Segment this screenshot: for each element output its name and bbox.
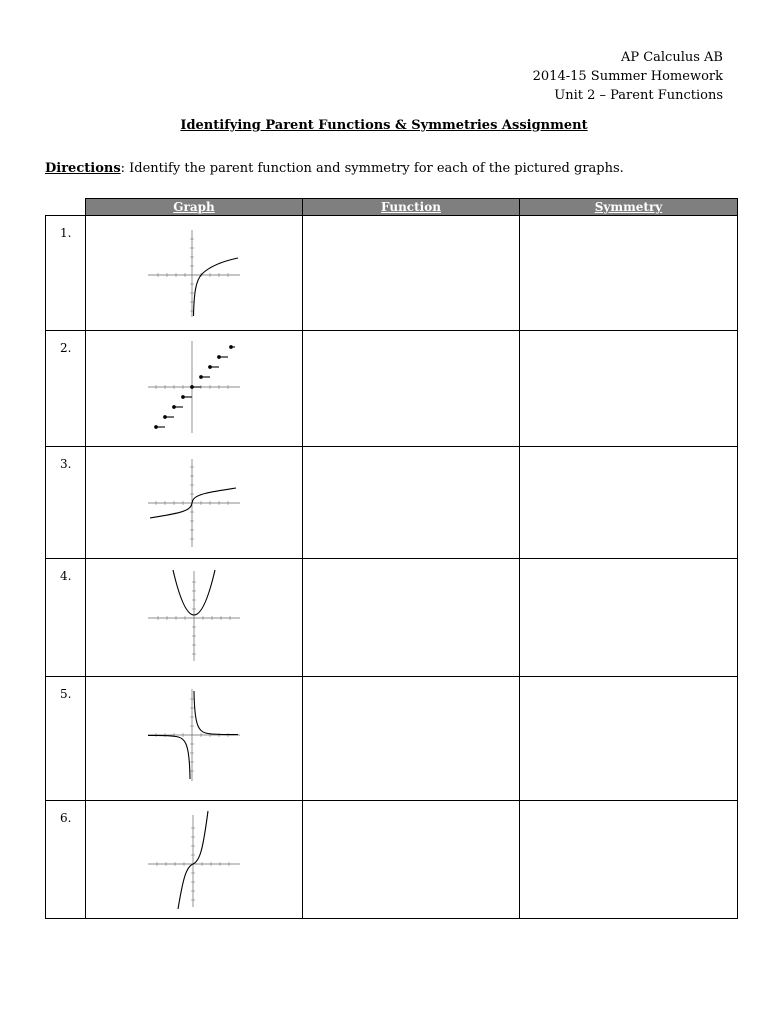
graph-cell — [86, 801, 303, 919]
graph-cell — [86, 331, 303, 447]
quadratic-graph-icon — [144, 565, 244, 665]
table-row — [46, 331, 738, 447]
graph-cell — [86, 559, 303, 677]
function-cell[interactable] — [303, 559, 520, 677]
logarithm-graph-icon — [144, 222, 244, 322]
symmetry-cell[interactable] — [520, 559, 738, 677]
course-name: AP Calculus AB — [620, 50, 723, 65]
graph-cell — [86, 216, 303, 331]
unit-name: Unit 2 – Parent Functions — [554, 88, 723, 103]
row-number: 2. — [46, 331, 86, 447]
directions — [45, 161, 624, 176]
cubic-graph-icon — [144, 807, 244, 911]
row-number: 5. — [46, 677, 86, 801]
table-row — [46, 801, 738, 919]
row-number: 1. — [46, 216, 86, 331]
directions-label: Directions — [45, 161, 121, 176]
directions-text: : Identify the parent function and symmetry for each of the pictured graphs. — [120, 161, 624, 176]
table-header-row — [46, 199, 738, 216]
symmetry-cell[interactable] — [520, 447, 738, 559]
table-row — [46, 216, 738, 331]
row-number: 6. — [46, 801, 86, 919]
column-header-graph: Graph — [86, 199, 303, 216]
symmetry-cell[interactable] — [520, 216, 738, 331]
cube-root-graph-icon — [144, 453, 244, 553]
row-number: 3. — [46, 447, 86, 559]
greatest-integer-graph-icon — [144, 337, 244, 437]
reciprocal-graph-icon — [144, 685, 244, 785]
column-header-function: Function — [303, 199, 520, 216]
function-cell[interactable] — [303, 216, 520, 331]
graph-cell — [86, 677, 303, 801]
table-row — [46, 677, 738, 801]
assignment-table — [45, 198, 738, 919]
symmetry-cell[interactable] — [520, 677, 738, 801]
homework-name: 2014-15 Summer Homework — [532, 69, 723, 84]
assignment-title: Identifying Parent Functions & Symmetries Assignment — [180, 118, 588, 133]
symmetry-cell[interactable] — [520, 801, 738, 919]
symmetry-cell[interactable] — [520, 331, 738, 447]
row-number: 4. — [46, 559, 86, 677]
table-row — [46, 559, 738, 677]
function-cell[interactable] — [303, 801, 520, 919]
function-cell[interactable] — [303, 447, 520, 559]
column-header-symmetry: Symmetry — [520, 199, 738, 216]
course-header — [533, 48, 723, 105]
header-blank-cell — [46, 199, 86, 216]
function-cell[interactable] — [303, 331, 520, 447]
function-cell[interactable] — [303, 677, 520, 801]
graph-cell — [86, 447, 303, 559]
table-row — [46, 447, 738, 559]
